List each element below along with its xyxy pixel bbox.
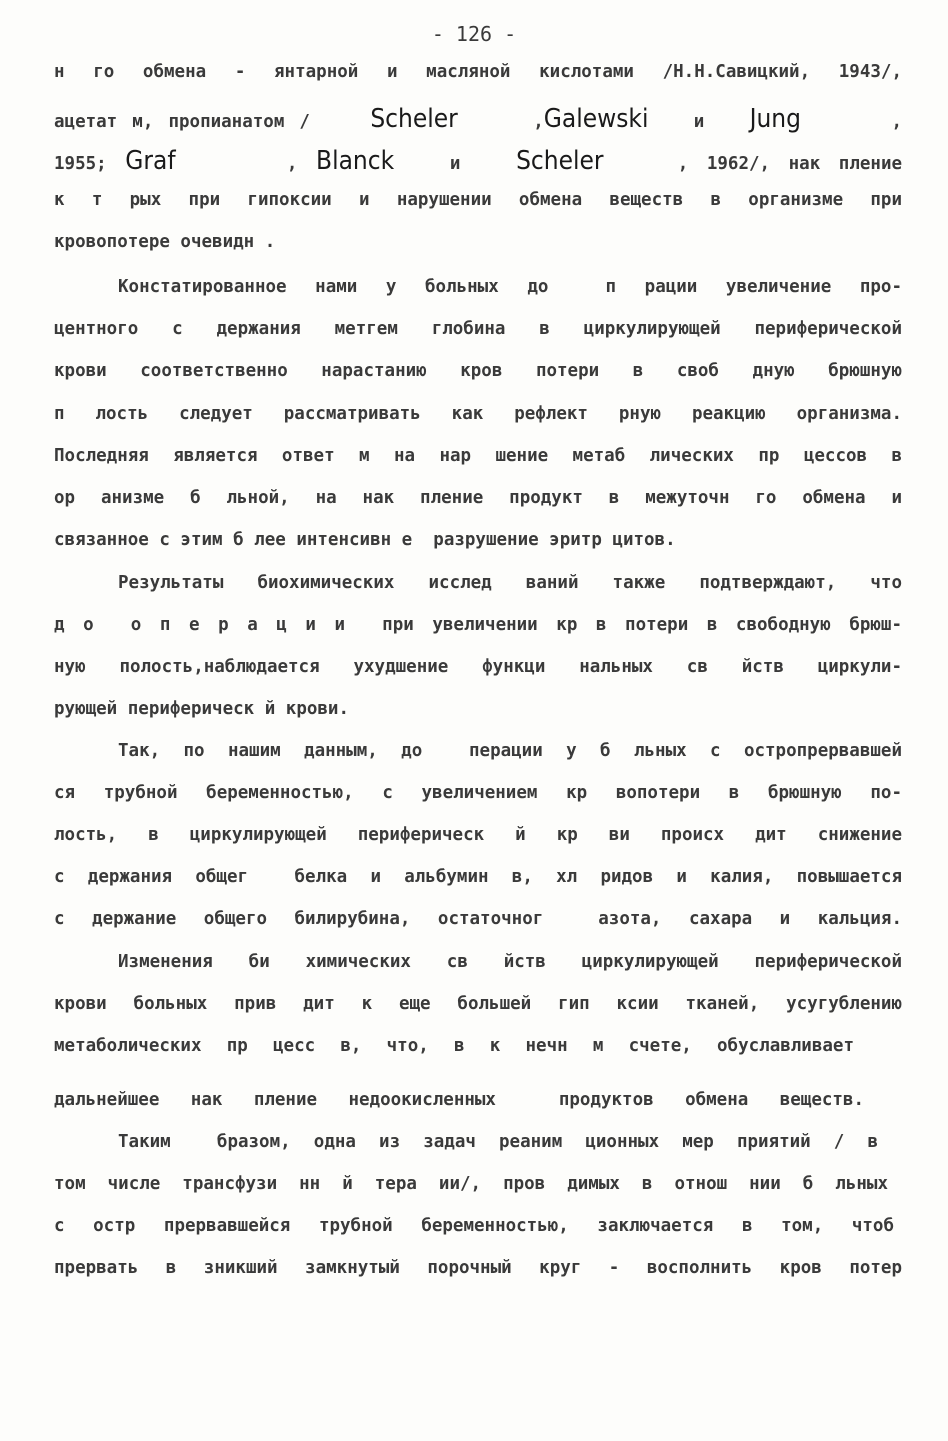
text-line-3 — [54, 146, 902, 176]
text-line-28: с остр прервавшейся трубной беременностью, заключается в том, чтоб — [54, 1216, 894, 1236]
text-line-25: дальнейшее нак пление недоокисленных продуктов обмена веществ. — [54, 1090, 864, 1110]
text-line-27: том числе трансфузи нн й тера ии/, пров димых в отнош нии б льных — [54, 1174, 888, 1194]
text-line-19: лость, в циркулирующей периферическ й кр ви происх дит снижение — [54, 825, 902, 845]
text-line-1: н го обмена - янтарной и масляной кислотами /Н.Н.Савицкий, 1943/, — [54, 62, 902, 82]
text-line-11: ор анизме б льной, на нак пление продукт в межуточн го обмена и — [54, 488, 902, 508]
text-line-17: Так, по нашим данным, до перации у б льных с остропрервавшей — [118, 741, 902, 761]
text-line-18: ся трубной беременностью, с увеличением кр вопотери в брюшную по- — [54, 783, 902, 803]
text-line-24: метаболических пр цесс в, что, в к нечн м счете, обуславливает — [54, 1036, 854, 1056]
text-line-20: с держания общег белка и альбумин в, хл ридов и калия, повышается — [54, 867, 902, 887]
text-line-13: Результаты биохимических исслед ваний также подтверждают, что — [118, 573, 902, 593]
handwritten-name-graf: Graf — [125, 146, 176, 176]
page-number: - 126 - — [431, 22, 517, 46]
text-line-2-part-a: ацетат м, пропианатом / — [54, 112, 310, 132]
text-line-21: с держание общего билирубина, остаточног азота, сахара и кальция. — [54, 909, 902, 929]
text-line-10: Последняя является ответ м на нар шение метаб лических пр цессов в — [54, 446, 902, 466]
handwritten-name-blanck: Blanck — [316, 146, 395, 176]
text-line-2 — [54, 104, 902, 134]
text-line-3-part-a: 1955; — [54, 154, 107, 174]
text-line-5: кровопотере очевидн . — [54, 232, 276, 252]
text-line-7: центного с держания метгем глобина в циркулирующей периферической — [54, 319, 902, 339]
text-line-26: Таким бразом, одна из задач реаним ционных мер приятий / в — [118, 1132, 878, 1152]
text-line-8: крови соответственно нарастанию кров потери в своб дную брюшную — [54, 361, 902, 381]
handwritten-name-scheler: Scheler — [370, 104, 458, 134]
text-line-3-part-c: и — [449, 154, 461, 174]
handwritten-name-galewski: Galewski — [543, 104, 649, 134]
text-line-6: Констатированное нами у больных до п рации увеличение про- — [118, 277, 902, 297]
text-line-16: рующей периферическ й крови. — [54, 699, 350, 719]
text-line-4: к т рых при гипоксии и нарушении обмена веществ в организме при — [54, 190, 902, 210]
text-line-15: ную полость,наблюдается ухудшение функци нальных св йств циркули- — [54, 657, 902, 677]
text-line-3-part-d: , 1962/, нак пление — [677, 154, 903, 174]
text-line-23: крови больных прив дит к еще большей гип ксии тканей, усугублению — [54, 994, 902, 1014]
handwritten-name-scheler-2: Scheler — [516, 146, 604, 176]
text-line-22: Изменения би химических св йств циркулирующей периферической — [118, 952, 902, 972]
text-line-9: п лость следует рассматривать как рефлект рную реакцию организма. — [54, 404, 902, 424]
text-line-14: д о о п е р а ц и и при увеличении кр в потери в свободную брюш- — [54, 615, 902, 635]
text-line-12: связанное с этим б лее интенсивн е разрушение эритр цитов. — [54, 530, 676, 550]
text-line-2-part-d: , — [891, 112, 903, 132]
text-line-3-part-b: , — [286, 154, 298, 174]
text-line-29: прервать в зникший замкнутый порочный круг - восполнить кров потер — [54, 1258, 902, 1278]
text-line-2-part-c: и — [693, 112, 705, 132]
text-line-2-part-b: , — [533, 112, 544, 132]
handwritten-name-jung: Jung — [749, 104, 801, 134]
